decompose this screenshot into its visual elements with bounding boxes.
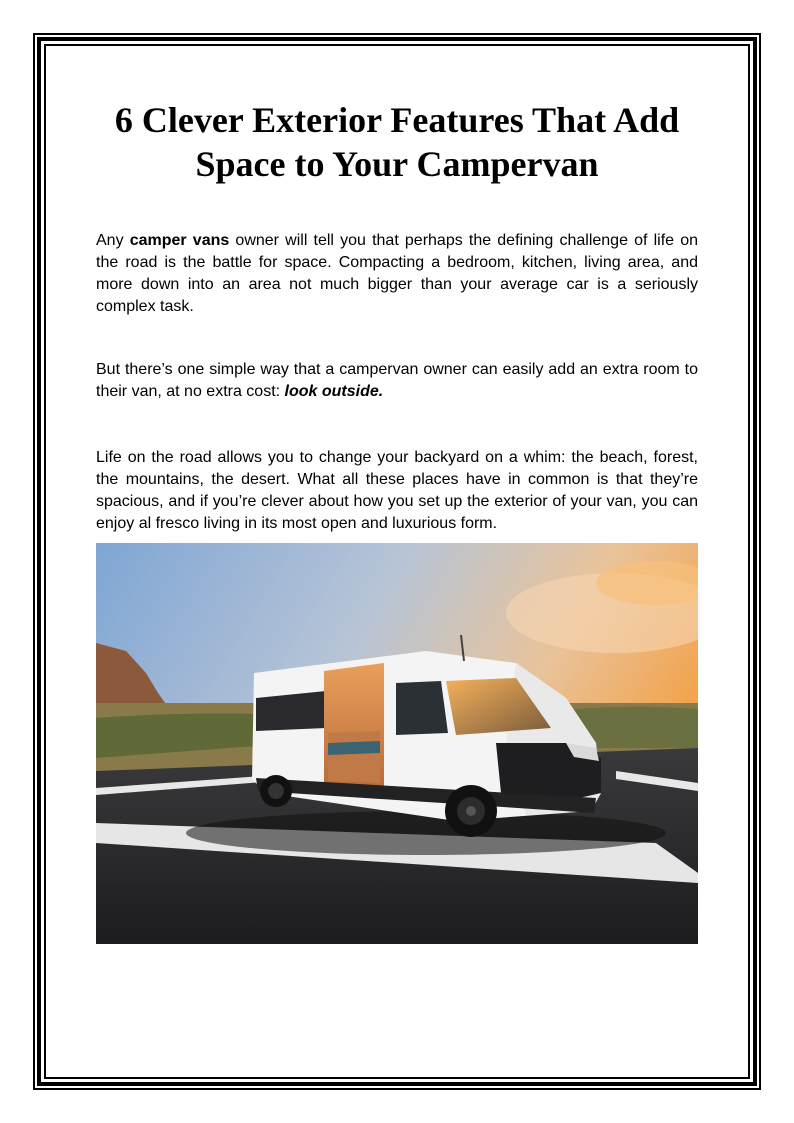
second-paragraph-text: But there’s one simple way that a campervan owner can easily add an extra room to their van, at no extra cost: — [96, 361, 698, 400]
intro-paragraph — [96, 230, 698, 318]
camper-vans-keyword: camper vans — [129, 232, 230, 249]
intro-rest: owner will tell you that perhaps the defining challenge of life on the road is the battle for space. Compacting a bedroom, kitchen, living area, and more down into an area not much bigger than your average car is a seriously complex task. — [96, 232, 699, 315]
campervan-photo — [96, 543, 698, 944]
third-paragraph: Life on the road allows you to change your backyard on a whim: the beach, forest, the mountains, the desert. What all these places have in common is that they’re spacious, and if you’re clever about how you set up the exterior of your van, you can enjoy al fresco living in its most open and luxurious form. — [96, 449, 698, 532]
second-paragraph — [96, 359, 698, 403]
page-title: 6 Clever Exterior Features That Add Space to Your Campervan — [114, 100, 680, 184]
intro-prefix: Any — [96, 232, 130, 249]
campervan-illustration — [96, 543, 698, 944]
look-outside-emphasis: look outside. — [284, 383, 384, 400]
